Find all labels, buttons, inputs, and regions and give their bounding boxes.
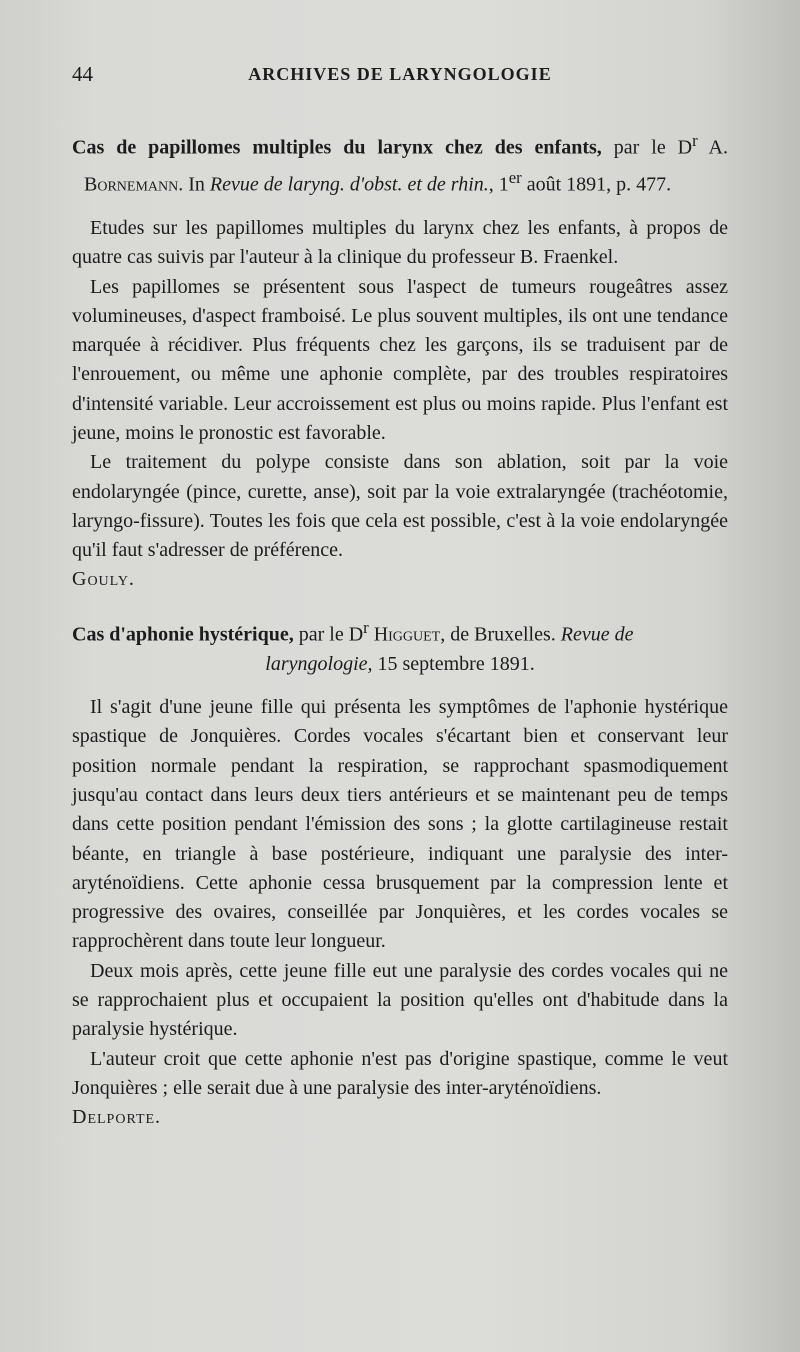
review-author: Higguet, [368, 623, 446, 646]
page-number: 44 [72, 62, 93, 86]
paragraph: Deux mois après, cette jeune fille eut une paralysie des cordes vocales qui ne se rapprochaient plus et occupaient la position qu'elles ont d'habitude dans la paralysie hystérique. [72, 959, 728, 1041]
review-signature: Delporte. [72, 1106, 162, 1129]
paragraph: Les papillomes se présentent sous l'aspect de tumeurs rougeâtres assez volumineuses, d'aspect framboisé. Le plus souvent multiples, ils ont une tendance marquée à récidiver. Plus fréquents chez les garçons, ils se traduisent par de l'enrouement, ou même une aphonie complète, par des troubles respiratoires d'intensité variable. Leur accroissement est plus ou moins rapide. Plus l'enfant est jeune, moins le pronostic est favorable. [72, 275, 728, 444]
review-heading [72, 613, 728, 650]
running-title: ARCHIVES DE LARYNGOLOGIE [248, 64, 552, 84]
review-by-sup: r [363, 617, 369, 637]
page-body [72, 126, 728, 1132]
paragraph: Etudes sur les papillomes multiples du larynx chez les enfants, à propos de quatre cas suivis par l'auteur à la clinique du professeur B. Fraenkel. [72, 216, 728, 269]
page-header [72, 62, 728, 92]
review-in-label: In [183, 173, 210, 196]
review-by: par le D [601, 136, 693, 159]
review-heading [72, 126, 728, 200]
review-signature: Gouly. [72, 568, 135, 591]
paragraph: Il s'agit d'une jeune fille qui présenta les symptômes de l'aphonie hystérique spastique de Jonquières. Cordes vocales s'écartant bien et conservant leur position normale pendant la respiration, se rapprochant spasmodiquement jusqu'au contact dans leurs deux tiers antérieurs et se maintenant peu de temps dans cette position pendant l'émission des sons ; la glotte cartilagineuse restait béante, en triangle à base postérieure, indiquant une paralysie des inter-aryténoïdiens. Cette aphonie cessa brusquement par la compression lente et progressive des ovaires, conseillée par Jonquières, et les cordes vocales se rapprochèrent dans toute leur longueur. [72, 696, 728, 953]
review-place: de Bruxelles. [445, 623, 561, 646]
review-date-sup: er [508, 167, 522, 187]
review-journal-cont: laryngologie, [265, 652, 373, 675]
review-date-post: août 1891, p. 477. [521, 173, 672, 196]
review-journal: Revue de laryng. d'obst. et de rhin. [209, 173, 489, 196]
review-journal: Revue de [560, 623, 634, 646]
paragraph: L'auteur croit que cette aphonie n'est pas d'origine spastique, comme le veut Jonquières ; elle serait due à une paralysie des inter-aryténoïdiens. [72, 1047, 728, 1099]
review-papillomes [72, 126, 728, 595]
review-title: Cas de papillomes multiples du larynx chez des enfants, [72, 136, 602, 159]
review-by: par le D [293, 623, 364, 646]
review-title: Cas d'aphonie hystérique, [72, 623, 294, 646]
review-aphonie [72, 613, 728, 1133]
paragraph: Le traitement du polype consiste dans son ablation, soit par la voie endolaryngée (pince, curette, anse), soit par la voie extralaryngée (trachéotomie, laryngo-fissure). Toutes les fois que cela est possible, c'est à la voie endolaryngée qu'il faut s'adresser de préférence. [72, 451, 728, 562]
review-heading-line2 [72, 650, 728, 679]
review-date-pre: , 1 [488, 173, 509, 196]
review-date: 15 septembre 1891. [372, 652, 535, 675]
review-author: A. Bornemann. [84, 136, 728, 196]
review-by-sup: r [692, 131, 698, 150]
